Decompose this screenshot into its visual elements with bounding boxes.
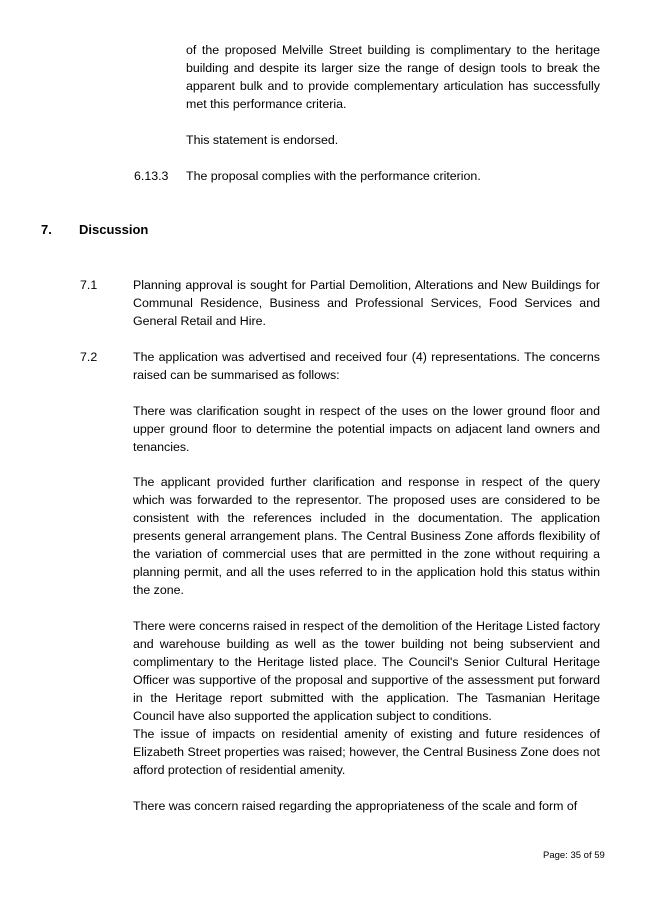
item-7-2-paragraph-3: There were concerns raised in respect of the demolition of the Heritage Listed factory and warehouse building as well as the tower building not being subservient and complimentary to the Heritage listed place. The Council's Senior Cultural Heritage Officer was supportive of the proposal and supportive of the assessment put forward in the Heritage report submitted with the application. The Tasmanian Heritage Council have also supported the application subject to conditions. — [133, 619, 600, 723]
continuation-paragraph: of the proposed Melville Street building is complimentary to the heritage building and despite its larger size the range of design tools to break the apparent bulk and to provide complementary articulation has successfully met this performance criteria. — [186, 43, 600, 111]
item-6-13-3-text: The proposal complies with the performance criterion. — [186, 169, 481, 183]
item-7-2-paragraph-1: There was clarification sought in respect of the uses on the lower ground floor and upper ground floor to determine the potential impacts on adjacent land owners and tenancies. — [133, 404, 600, 454]
item-7-2-paragraph-4: The issue of impacts on residential amenity of existing and future residences of Elizabeth Street properties was raised; however, the Central Business Zone does not afford protection of residential amenity. — [133, 727, 600, 777]
item-number-7-2: 7.2 — [80, 350, 98, 364]
item-7-2-text: The application was advertised and received four (4) representations. The concerns raised can be summarised as follows: — [133, 350, 600, 382]
endorsed-statement: This statement is endorsed. — [186, 133, 339, 147]
page-number-footer: Page: 35 of 59 — [543, 850, 605, 861]
section-7-number: 7. — [41, 222, 52, 237]
item-7-1-text: Planning approval is sought for Partial Demolition, Alterations and New Buildings for Communal Residence, Business and Professional Services, Food Services and General Retail and Hire. — [133, 278, 600, 328]
section-7-title: Discussion — [79, 222, 149, 237]
item-number-7-1: 7.1 — [80, 278, 98, 292]
item-7-2-paragraph-2: The applicant provided further clarification and response in respect of the query which was forwarded to the representor. The proposed uses are considered to be consistent with the references included in the documentation. The application presents general arrangement plans. The Central Business Zone affords flexibility of the variation of commercial uses that are permitted in the zone without requiring a planning permit, and all the uses referred to in the application hold this status within the zone. — [133, 475, 600, 597]
item-number-6-13-3: 6.13.3 — [134, 169, 169, 183]
item-7-2-paragraph-5: There was concern raised regarding the appropriateness of the scale and form of — [133, 799, 578, 813]
